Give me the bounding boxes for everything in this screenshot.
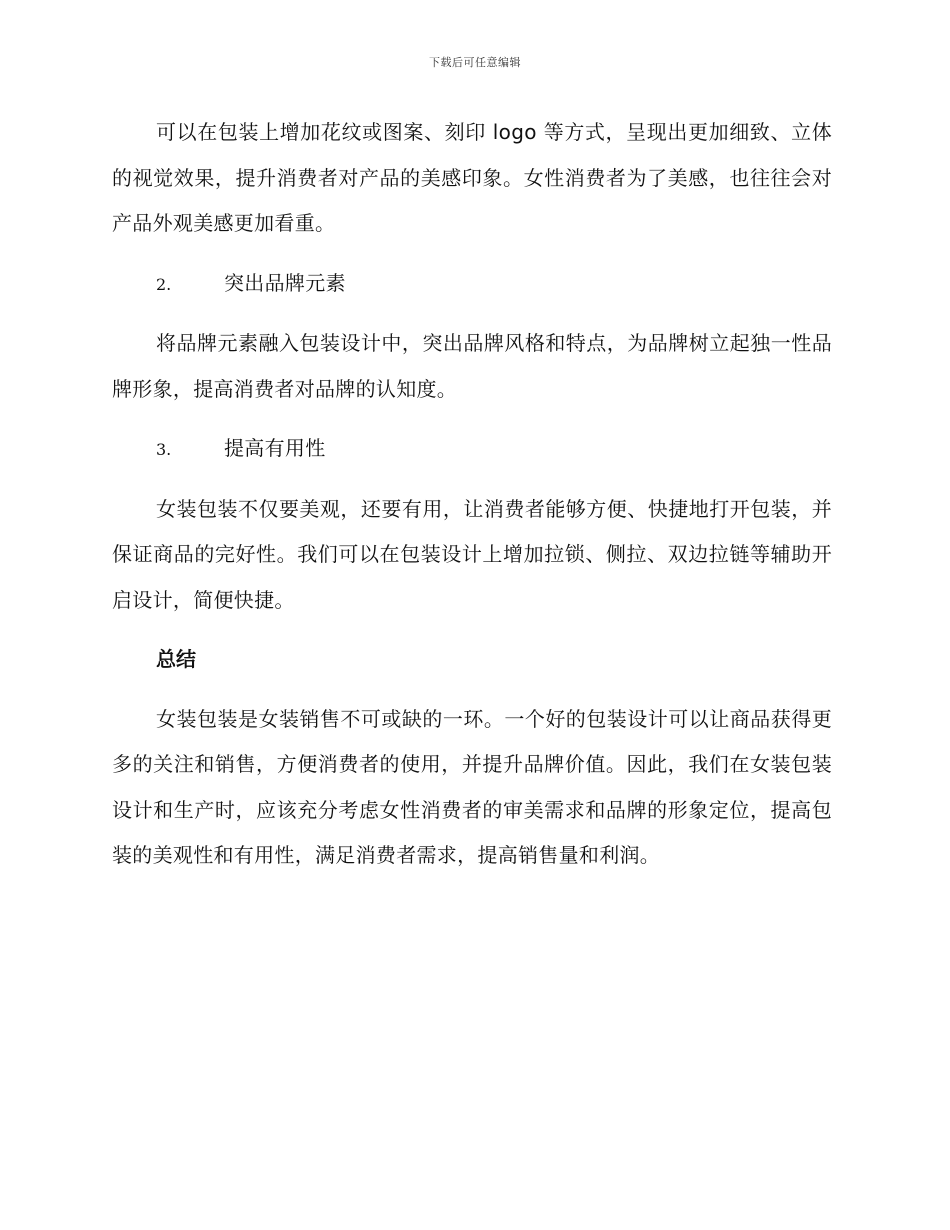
paragraph-pattern-logo: 可以在包装上增加花纹或图案、刻印 logo 等方式，呈现出更加细致、立体的视觉效果，提升消费者对产品的美感印象。女性消费者为了美感，也往往会对产品外观美感更加看重。 <box>112 120 832 235</box>
document-body <box>112 110 832 893</box>
list-item-title: 提高有用性 <box>224 436 326 460</box>
list-item-number: 3. <box>156 440 172 459</box>
list-item-brand-elements <box>112 261 832 308</box>
paragraph-brand-elements: 将品牌元素融入包装设计中，突出品牌风格和特点，为品牌树立起独一性品牌形象，提高消费者对品牌的认知度。 <box>112 331 832 401</box>
summary-heading: 总结 <box>156 647 196 671</box>
list-item-number: 2. <box>156 274 172 294</box>
list-item-usefulness <box>112 426 832 473</box>
paragraph-summary: 女装包装是女装销售不可或缺的一环。一个好的包装设计可以让商品获得更多的关注和销售，方便消费者的使用，并提升品牌价值。因此，我们在女装包装设计和生产时，应该充分考虑女性消费者的审美需求和品牌的形象定位，提高包装的美观性和有用性，满足消费者需求，提高销售量和利润。 <box>112 706 832 867</box>
paragraph-usefulness: 女装包装不仅要美观，还要有用，让消费者能够方便、快捷地打开包装，并保证商品的完好性。我们可以在包装设计上增加拉锁、侧拉、双边拉链等辅助开启设计，简便快捷。 <box>112 496 832 612</box>
page-header: 下载后可任意编辑 <box>429 56 521 69</box>
list-item-title: 突出品牌元素 <box>224 270 346 295</box>
